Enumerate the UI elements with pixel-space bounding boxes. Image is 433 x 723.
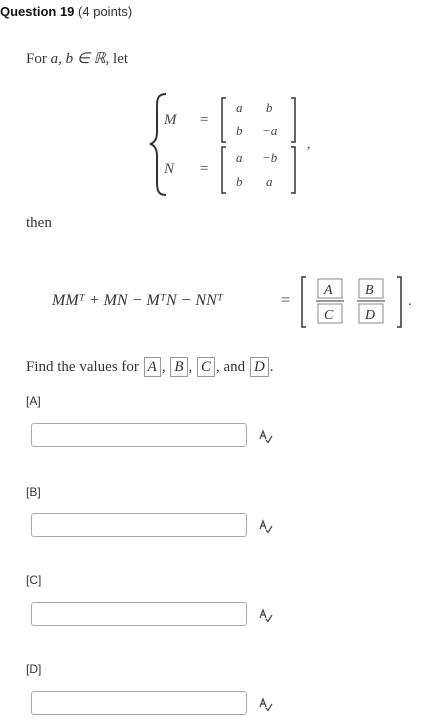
spellcheck-icon[interactable] — [257, 607, 273, 623]
system-comma: , — [307, 137, 311, 152]
result-box-b — [359, 279, 383, 298]
result-box-a — [318, 279, 342, 298]
find-instruction: Find the values for A , B , C , and D . — [26, 359, 274, 375]
find-label-b: B — [170, 357, 187, 377]
spellcheck-icon[interactable] — [257, 696, 273, 712]
result-label-b: B — [365, 283, 374, 298]
result-box-d — [359, 304, 383, 323]
n-cell: a — [236, 150, 243, 165]
intro-math: a, b ∈ ℝ — [50, 51, 106, 67]
m-cell: b — [236, 123, 243, 138]
spellcheck-icon[interactable] — [257, 518, 273, 534]
result-label-c: C — [324, 308, 334, 323]
m-left-bracket — [222, 98, 226, 142]
spellcheck-icon[interactable] — [257, 428, 273, 444]
m-cell: b — [266, 100, 273, 115]
find-label-c: C — [197, 357, 215, 377]
intro-prefix: For — [26, 51, 47, 67]
result-right-bracket — [397, 277, 401, 327]
result-label-a: A — [324, 283, 333, 298]
question-header — [0, 4, 132, 19]
system-brace — [150, 94, 166, 195]
answer-label-a: [A] — [26, 394, 41, 408]
answer-label-c: [C] — [26, 573, 42, 587]
answer-input-b[interactable] — [31, 513, 247, 537]
equation-equals: = — [281, 292, 291, 309]
answer-label-d: [D] — [26, 662, 42, 676]
m-symbol: M — [164, 112, 177, 128]
result-label-d: D — [365, 308, 376, 323]
n-cell: −b — [262, 150, 278, 165]
equation-period: . — [408, 294, 412, 309]
result-left-bracket — [302, 277, 306, 327]
n-cell: a — [266, 174, 273, 189]
equation-lhs: MMᵀ + MN − MᵀN − NNᵀ — [52, 292, 223, 309]
question-title: Question 19 — [0, 4, 75, 19]
answer-input-a[interactable] — [31, 423, 247, 447]
find-prefix: Find the values for — [26, 359, 139, 375]
n-right-bracket — [291, 147, 295, 193]
then-text: then — [26, 215, 52, 231]
find-end: . — [269, 359, 274, 375]
n-symbol: N — [164, 161, 175, 177]
find-and: and — [223, 359, 246, 375]
result-box-c — [318, 304, 342, 323]
question-points: (4 points) — [78, 4, 133, 19]
find-label-d: D — [250, 357, 269, 377]
m-equals: = — [200, 112, 209, 128]
answer-input-d[interactable] — [31, 691, 247, 715]
answer-input-c[interactable] — [31, 602, 247, 626]
n-left-bracket — [222, 147, 226, 193]
m-right-bracket — [291, 98, 295, 142]
n-equals: = — [200, 161, 209, 177]
find-label-a: A — [144, 357, 161, 377]
m-cell: −a — [262, 123, 278, 138]
intro-suffix: , let — [105, 51, 129, 67]
n-cell: b — [236, 174, 243, 189]
m-cell: a — [236, 100, 243, 115]
answer-label-b: [B] — [26, 485, 41, 499]
intro-text — [26, 49, 128, 68]
matrix-system — [0, 0, 433, 300]
